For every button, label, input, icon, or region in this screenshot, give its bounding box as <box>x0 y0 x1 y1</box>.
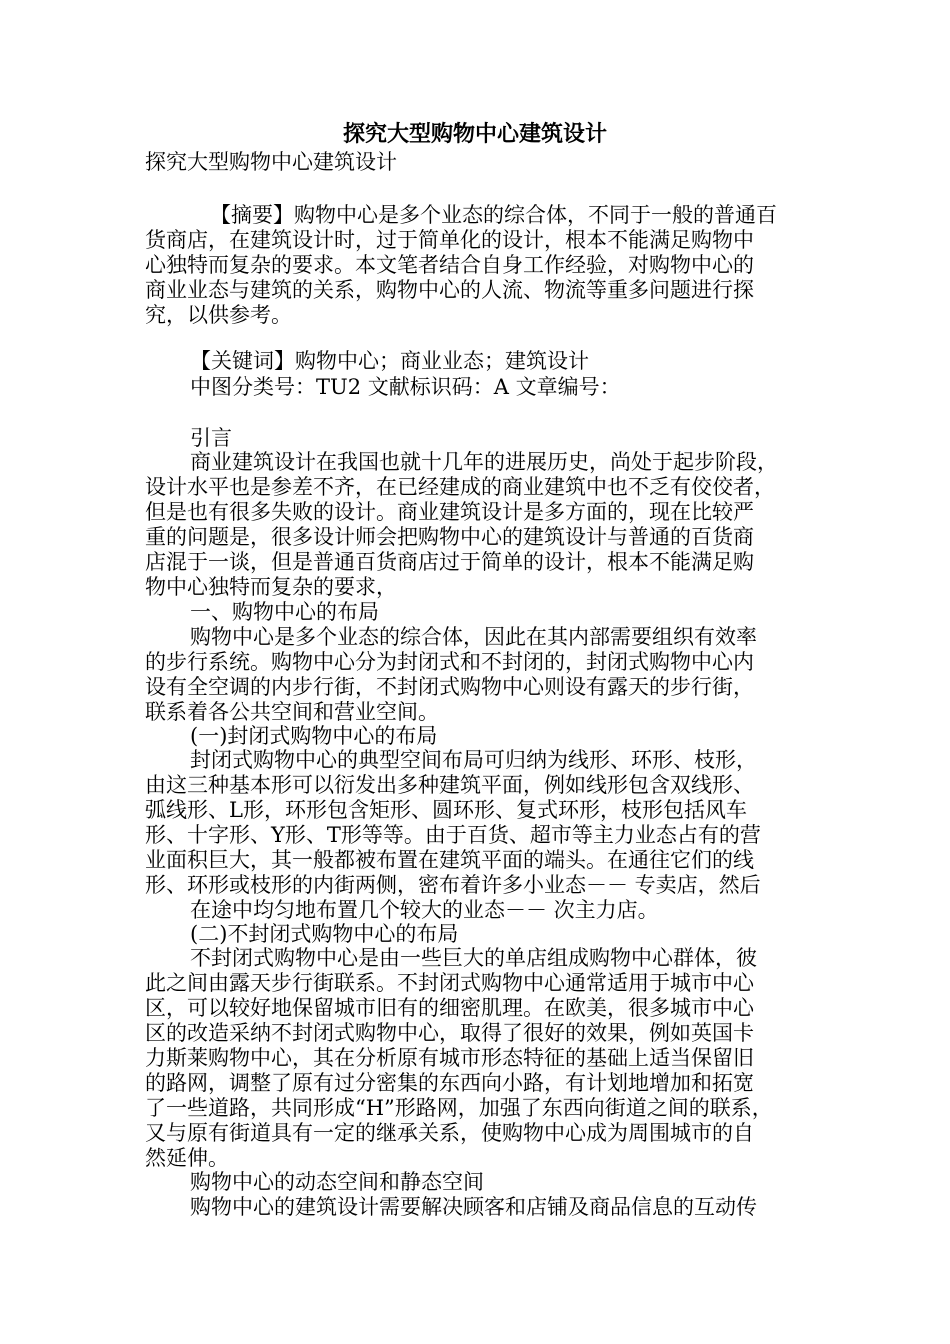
section1-line: 的步行系统。购物中心分为封闭式和不封闭的，封闭式购物中心内 <box>145 650 754 674</box>
section1-heading: 一、购物中心的布局 <box>190 600 379 624</box>
sub2-line: 了一些道路，共同形成“H”形路网，加强了东西向街道之间的联系， <box>145 1096 773 1120</box>
sub2-line: 然延伸。 <box>145 1146 229 1170</box>
sub2-line: 又与原有街道具有一定的继承关系，使购物中心成为周围城市的自 <box>145 1121 754 1145</box>
intro-heading: 引言 <box>190 426 232 450</box>
intro-line: 重的问题是，很多设计师会把购物中心的建筑设计与普通的百货商 <box>145 525 754 549</box>
abstract-line: 商业业态与建筑的关系，购物中心的人流、物流等重多问题进行探 <box>145 278 754 302</box>
intro-line: 商业建筑设计在我国也就十几年的进展历史，尚处于起步阶段， <box>190 450 778 474</box>
sub2-line: 此之间由露天步行街联系。不封闭式购物中心通常适用于城市中心 <box>145 971 754 995</box>
sub2-heading: (二)不封闭式购物中心的布局 <box>190 922 459 946</box>
section2-line: 购物中心的建筑设计需要解决顾客和店铺及商品信息的互动传 <box>190 1195 757 1219</box>
sub2-line: 区的改造采纳不封闭式购物中心，取得了很好的效果，例如英国卡 <box>145 1021 754 1045</box>
intro-line: 物中心独特而复杂的要求， <box>145 575 397 599</box>
sub1-line: 弧线形、L形，环形包含矩形、圆环形、复式环形，枝形包括风车 <box>145 798 747 822</box>
section1-line: 购物中心是多个业态的综合体，因此在其内部需要组织有效率 <box>190 625 757 649</box>
intro-line: 设计水平也是参差不齐，在已经建成的商业建筑中也不乏有佼佼者， <box>145 475 775 499</box>
intro-line: 店混于一谈，但是普通百货商店过于简单的设计，根本不能满足购 <box>145 550 754 574</box>
document-subtitle: 探究大型购物中心建筑设计 <box>145 150 397 174</box>
sub1-line: 由这三种基本形可以衍发出多种建筑平面，例如线形包含双线形、 <box>145 773 754 797</box>
document-title: 探究大型购物中心建筑设计 <box>342 121 607 147</box>
abstract-line: 【摘要】购物中心是多个业态的综合体，不同于一般的普通百 <box>210 203 777 227</box>
abstract-line: 究，以供参考。 <box>145 303 292 327</box>
sub1-line: 形、十字形、Y形、T形等等。由于百货、超市等主力业态占有的营 <box>145 823 761 847</box>
section2-heading: 购物中心的动态空间和静态空间 <box>190 1170 484 1194</box>
keywords: 【关键词】购物中心；商业业态；建筑设计 <box>190 349 589 373</box>
intro-line: 但是也有很多失败的设计。商业建筑设计是多方面的，现在比较严 <box>145 500 754 524</box>
sub1-line: 形、环形或枝形的内街两侧，密布着许多小业态－－ 专卖店，然后 <box>145 873 761 897</box>
sub2-line: 不封闭式购物中心是由一些巨大的单店组成购物中心群体，彼 <box>190 946 757 970</box>
sub1-line: 在途中均匀地布置几个较大的业态－－ 次主力店。 <box>190 898 659 922</box>
sub2-line: 力斯莱购物中心，其在分析原有城市形态特征的基础上适当保留旧 <box>145 1046 754 1070</box>
sub2-line: 区，可以较好地保留城市旧有的细密肌理。在欧美，很多城市中心 <box>145 996 754 1020</box>
section1-line: 设有全空调的内步行街，不封闭式购物中心则设有露天的步行街， <box>145 675 754 699</box>
classification: 中图分类号：TU2 文献标识码：A 文章编号： <box>190 375 621 399</box>
sub1-heading: (一)封闭式购物中心的布局 <box>190 724 438 748</box>
sub1-line: 封闭式购物中心的典型空间布局可归纳为线形、环形、枝形， <box>190 748 757 772</box>
abstract-line: 心独特而复杂的要求。本文笔者结合自身工作经验，对购物中心的 <box>145 253 754 277</box>
sub2-line: 的路网，调整了原有过分密集的东西向小路，有计划地增加和拓宽 <box>145 1071 754 1095</box>
sub1-line: 业面积巨大，其一般都被布置在建筑平面的端头。在通往它们的线 <box>145 848 754 872</box>
abstract-line: 货商店，在建筑设计时，过于简单化的设计，根本不能满足购物中 <box>145 228 754 252</box>
section1-line: 联系着各公共空间和营业空间。 <box>145 700 439 724</box>
